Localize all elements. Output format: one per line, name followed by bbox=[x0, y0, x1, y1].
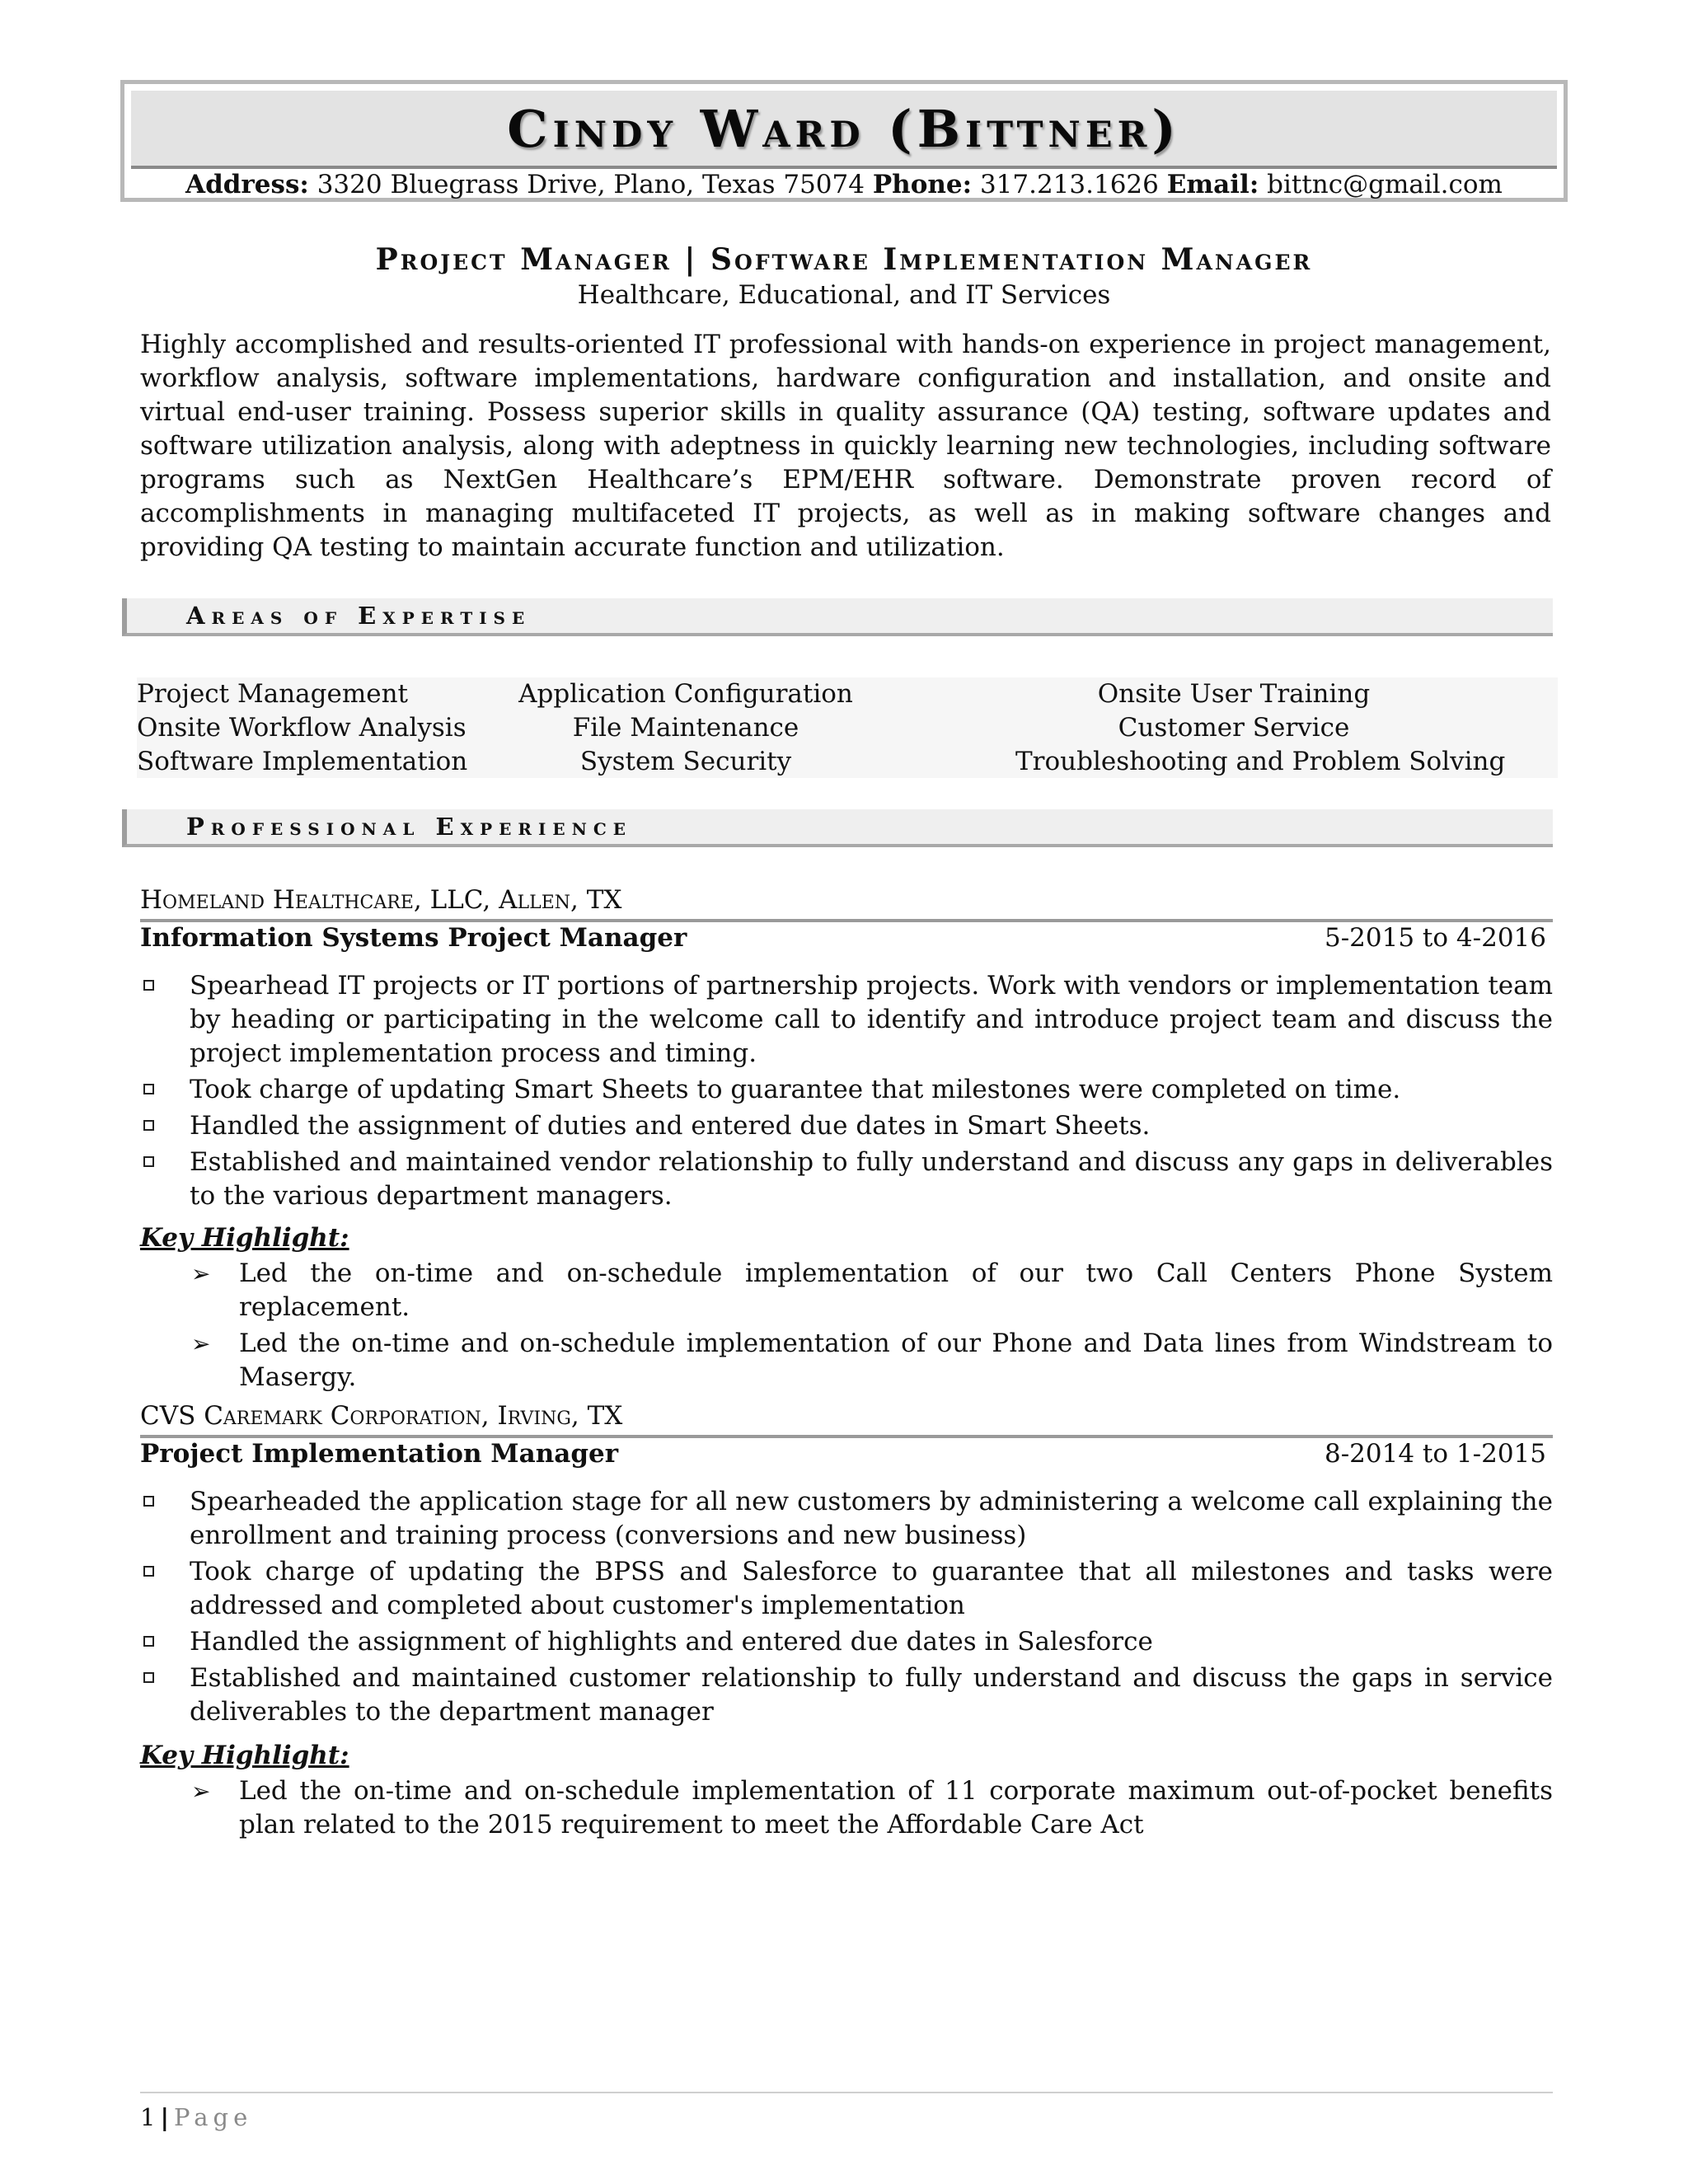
square-bullet-icon bbox=[143, 980, 154, 991]
section-heading-expertise: Areas of Expertise bbox=[186, 602, 532, 630]
industry-subtitle: Healthcare, Educational, and IT Services bbox=[577, 280, 1111, 310]
contact-line bbox=[124, 170, 1564, 199]
square-bullet-icon bbox=[143, 1636, 154, 1647]
square-bullet-icon bbox=[143, 1566, 154, 1577]
list-item: Took charge of updating Smart Sheets to guarantee that milestones were completed on time. bbox=[140, 1073, 1553, 1107]
expertise-item: Troubleshooting and Problem Solving bbox=[1015, 747, 1506, 776]
job-title: Project Manager | Software Implementation Manager bbox=[375, 242, 1313, 277]
role-title: Project Implementation Manager bbox=[140, 1439, 619, 1469]
candidate-name: Cindy Ward (Bittner) bbox=[507, 99, 1181, 159]
section-heading-experience: Professional Experience bbox=[186, 813, 633, 841]
key-highlight-list bbox=[140, 1774, 1553, 1844]
arrow-bullet-icon: ➢ bbox=[191, 1260, 211, 1287]
page-footer bbox=[140, 2103, 252, 2131]
address: 3320 Bluegrass Drive, Plano, Texas 75074 bbox=[316, 170, 865, 199]
expertise-item: File Maintenance bbox=[572, 713, 799, 743]
expertise-item: Software Implementation bbox=[137, 747, 468, 776]
expertise-item: Onsite User Training bbox=[1097, 679, 1371, 709]
expertise-item: Onsite Workflow Analysis bbox=[137, 713, 467, 743]
email: bittnc@gmail.com bbox=[1267, 170, 1503, 199]
list-item: Took charge of updating the BPSS and Salesforce to guarantee that all milestones and tasks were addressed and completed about customer's implementation bbox=[140, 1555, 1553, 1623]
expertise-item: Application Configuration bbox=[518, 679, 853, 709]
professional-summary: Highly accomplished and results-oriented IT professional with hands-on experience in project management, workflow analysis, software implementations, hardware configuration and installation, and onsite and virtual end-user training. Possess superior skills in quality assurance (QA) testing, software updates and software utilization analysis, along with adeptness in quickly learning new technologies, including software programs such as NextGen Healthcare’s EPM/EHR software. Demonstrate proven record of accomplishments in managing multifaceted IT projects, as well as in making software changes and providing QA testing to maintain accurate function and utilization. bbox=[140, 330, 1551, 562]
square-bullet-icon bbox=[143, 1084, 154, 1094]
square-bullet-icon bbox=[143, 1120, 154, 1131]
section-bar-expertise bbox=[122, 598, 1553, 636]
highlight-item: ➢ Led the on-time and on-schedule implementation of our two Call Centers Phone System replacement. bbox=[191, 1258, 1553, 1322]
list-item: Spearhead IT projects or IT portions of partnership projects. Work with vendors or implementation team by heading or participating in the welcome call to identify and introduce project team and discuss the project implementation process and timing. bbox=[140, 969, 1553, 1071]
list-item: Spearheaded the application stage for all new customers by administering a welcome call explaining the enrollment and training process (conversions and new business) bbox=[140, 1485, 1553, 1553]
arrow-bullet-icon: ➢ bbox=[191, 1778, 211, 1805]
list-item: Handled the assignment of highlights and entered due dates in Salesforce bbox=[140, 1625, 1553, 1659]
address-label: Address: bbox=[185, 170, 309, 199]
expertise-grid bbox=[137, 677, 1558, 778]
key-highlight-label: Key Highlight: bbox=[140, 1223, 349, 1253]
page-label: Page bbox=[174, 2103, 253, 2131]
expertise-column-2 bbox=[511, 677, 860, 779]
phone: 317.213.1626 bbox=[979, 170, 1159, 199]
role-title: Information Systems Project Manager bbox=[140, 923, 687, 953]
footer-separator: | bbox=[160, 2103, 170, 2131]
company-name: CVS Caremark Corporation, Irving, TX bbox=[140, 1401, 623, 1431]
expertise-item: System Security bbox=[579, 747, 792, 776]
job-divider bbox=[140, 1435, 1553, 1438]
key-highlight-list bbox=[140, 1257, 1553, 1397]
company-name: Homeland Healthcare, LLC, Allen, TX bbox=[140, 885, 622, 915]
email-label: Email: bbox=[1166, 170, 1259, 199]
highlight-item: ➢ Led the on-time and on-schedule implementation of 11 corporate maximum out-of-pocket benefits plan related to the 2015 requirement to meet the Affordable Care Act bbox=[191, 1776, 1553, 1840]
employment-dates: 5-2015 to 4-2016 bbox=[1324, 923, 1546, 953]
square-bullet-icon bbox=[143, 1156, 154, 1167]
name-band bbox=[131, 91, 1557, 169]
section-bar-experience bbox=[122, 809, 1553, 847]
expertise-item: Customer Service bbox=[1118, 713, 1350, 743]
job-divider bbox=[140, 919, 1553, 922]
footer-divider bbox=[140, 2092, 1553, 2093]
job-bullets bbox=[140, 969, 1553, 1216]
phone-label: Phone: bbox=[872, 170, 973, 199]
job-bullets bbox=[140, 1485, 1553, 1732]
resume-header bbox=[120, 80, 1568, 202]
list-item: Handled the assignment of duties and entered due dates in Smart Sheets. bbox=[140, 1109, 1553, 1143]
square-bullet-icon bbox=[143, 1672, 154, 1683]
expertise-column-3 bbox=[1015, 677, 1506, 779]
list-item: Established and maintained customer relationship to fully understand and discuss the gaps in service deliverables to the department manager bbox=[140, 1661, 1553, 1729]
highlight-item: ➢ Led the on-time and on-schedule implementation of our Phone and Data lines from Windstream to Masergy. bbox=[191, 1329, 1553, 1392]
list-item: Established and maintained vendor relationship to fully understand and discuss any gaps in deliverables to the various department managers. bbox=[140, 1146, 1553, 1213]
key-highlight-label: Key Highlight: bbox=[140, 1741, 349, 1770]
employment-dates: 8-2014 to 1-2015 bbox=[1324, 1439, 1546, 1469]
page-number: 1 bbox=[140, 2103, 156, 2131]
expertise-item: Project Management bbox=[137, 679, 408, 709]
arrow-bullet-icon: ➢ bbox=[191, 1330, 211, 1357]
expertise-column-1 bbox=[137, 677, 468, 779]
square-bullet-icon bbox=[143, 1496, 154, 1507]
